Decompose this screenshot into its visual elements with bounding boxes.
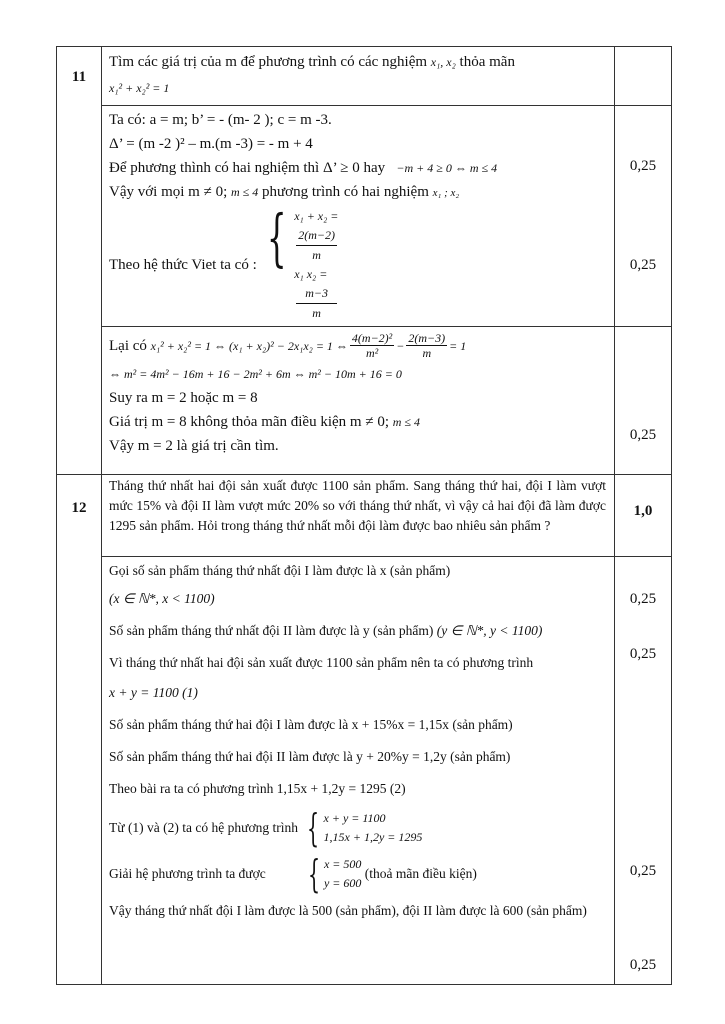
- viet-l2-num: m−3: [296, 284, 337, 304]
- q11-solution-row-2: [57, 327, 672, 475]
- q12-solution-row: [57, 557, 672, 985]
- grading-table: [56, 46, 672, 985]
- q12-equation-system: { x + y = 1100 1,15x + 1,2y = 1295: [307, 806, 423, 850]
- q11-number: 11: [71, 69, 87, 85]
- q12-prompt-row: [57, 475, 672, 557]
- q11-s2-minus: −: [396, 338, 405, 353]
- q11-prompt-eq: x₁² + x₂² = 1: [109, 81, 170, 96]
- q12-l11: Vậy tháng thứ nhất đội I làm được là 500 (sản phẩm), đội II làm được là 600 (sản phẩm): [109, 903, 587, 918]
- viet-l1-den: m: [312, 248, 321, 262]
- q12-prompt: Tháng thứ nhất hai đội sản xuất được 1100 sản phẩm. Sang tháng thứ hai, đội I làm vượt mức 15% và đội II làm vượt mức 20% so với tháng thứ nhất, vì vậy cả hai đội đã làm được 1295 sản phẩm. Hỏi trong tháng thứ nhất mỗi đội làm được bao nhiêu sản phẩm ?: [109, 478, 606, 533]
- q11-score-3: 0,25: [629, 427, 657, 443]
- q11-prompt-a: Tìm các giá trị của m để phương trình có các nghiệm: [109, 54, 428, 70]
- q12-sol-b: y = 600: [323, 876, 362, 890]
- q11-score-1: 0,25: [629, 158, 657, 174]
- q11-score-2: 0,25: [629, 257, 657, 273]
- q12-l2: (x ∈ ℕ*, x < 1100): [109, 591, 215, 606]
- q11-s2-frac2-den: m: [422, 346, 432, 360]
- q11-prompt-row: [57, 47, 672, 106]
- q11-s2-frac1-num: 4(m−2)²: [351, 331, 393, 345]
- q11-s1-l2: Δ’ = (m -2 )² – m.(m -3) = - m + 4: [109, 136, 313, 152]
- q12-main-score-cell: [615, 475, 672, 557]
- q11-s1-l3a: Để phương thình có hai nghiệm thì Δ’ ≥ 0 hay: [109, 160, 386, 176]
- viet-l1-num: 2(m−2): [296, 226, 337, 246]
- q11-s2-l5: Vậy m = 2 là giá trị cần tìm.: [109, 438, 279, 454]
- viet-l2-den: m: [312, 306, 321, 320]
- q11-s1-l4c: phương trình có hai nghiệm: [262, 184, 429, 200]
- q11-score-cell-1: [615, 106, 672, 327]
- q11-score-cell-2: [615, 327, 672, 475]
- q11-s1-l4b: m ≤ 4: [231, 185, 259, 199]
- q11-solution-cell-2: [102, 327, 615, 475]
- viet-system: { x₁ + x₂ = 2(m−2) m x₁ x₂ = m−3 m: [257, 207, 339, 323]
- q11-number-cell: [57, 47, 102, 475]
- q11-prompt-score-cell: [615, 47, 672, 106]
- q11-prompt-cell: [102, 47, 615, 106]
- q11-prompt-vars: x₁, x₂: [430, 55, 456, 69]
- q11-s2-l3: Suy ra m = 2 hoặc m = 8: [109, 390, 258, 406]
- q11-s1-l4d: x₁ ; x₂: [432, 187, 460, 199]
- q12-prompt-cell: [102, 475, 615, 557]
- q11-s2-l1a: Lại có: [109, 337, 147, 354]
- q12-number-cell: [57, 475, 102, 985]
- q11-s2-frac1-den: m²: [365, 346, 379, 360]
- q12-l10a: Giải hệ phương trình ta được: [109, 866, 266, 881]
- q12-score-3: 0,25: [629, 863, 657, 879]
- viet-l1-lhs: x₁ + x₂ =: [294, 209, 339, 223]
- q11-s2-l4b: m ≤ 4: [392, 415, 420, 429]
- q11-s1-l4a: Vậy với mọi m ≠ 0;: [109, 184, 228, 200]
- q11-s2-l1b: x₁² + x₂² = 1 ⇔ (x₁ + x₂)² − 2x₁x₂ = 1 ⇔: [150, 338, 348, 353]
- q12-sys-b: 1,15x + 1,2y = 1295: [323, 830, 423, 844]
- viet-l2-lhs: x₁ x₂ =: [294, 267, 328, 281]
- q12-l7: Số sản phẩm tháng thứ hai đội II làm được là y + 20%y = 1,2y (sản phẩm): [109, 749, 511, 764]
- q11-s2-l2: ⇔ m² = 4m² − 16m + 16 − 2m² + 6m ⇔ m² − 10m + 16 = 0: [109, 367, 402, 381]
- q11-s2-eq1: = 1: [449, 338, 467, 353]
- q12-l10b: (thoả mãn điều kiện): [364, 866, 477, 881]
- q12-sys-a: x + y = 1100: [323, 811, 386, 825]
- q11-prompt-b: thỏa mãn: [459, 54, 515, 70]
- q12-number: 12: [71, 500, 87, 516]
- q11-s2-frac2-num: 2(m−3): [408, 331, 446, 345]
- q11-s1-l1: Ta có: a = m; b’ = - (m- 2 ); c = m -3.: [109, 112, 332, 128]
- q12-l1: Gọi số sản phẩm tháng thứ nhất đội I làm được là x (sản phẩm): [109, 563, 451, 578]
- q12-score-1: 0,25: [629, 591, 657, 607]
- q12-score-cell: [615, 557, 672, 985]
- q12-l5: x + y = 1100 (1): [109, 685, 198, 700]
- q12-sol-a: x = 500: [323, 857, 362, 871]
- q12-l3a: Số sản phẩm tháng thứ nhất đội II làm được là y (sản phẩm): [109, 623, 434, 638]
- q12-l4: Vì tháng thứ nhất hai đội sản xuất được 1100 sản phẩm nên ta có phương trình: [109, 655, 534, 670]
- q12-score-2: 0,25: [629, 646, 657, 662]
- q12-l9a: Từ (1) và (2) ta có hệ phương trình: [109, 820, 298, 835]
- q12-l6: Số sản phẩm tháng thứ hai đội I làm được là x + 15%x = 1,15x (sản phẩm): [109, 717, 513, 732]
- q12-solution-system: { x = 500 y = 600: [307, 852, 362, 896]
- q12-main-score: 1,0: [633, 503, 653, 519]
- q11-s1-l5a: Theo hệ thức Viet ta có :: [109, 257, 257, 273]
- q12-solution-cell: [102, 557, 615, 985]
- q11-s1-l3b: −m + 4 ≥ 0 ⇔ m ≤ 4: [396, 161, 498, 175]
- q11-s2-l4a: Giá trị m = 8 không thỏa mãn điều kiện m ≠ 0;: [109, 414, 389, 430]
- q12-score-4: 0,25: [629, 957, 657, 973]
- q12-l8: Theo bài ra ta có phương trình 1,15x + 1,2y = 1295 (2): [109, 781, 406, 796]
- q11-solution-cell-1: [102, 106, 615, 327]
- q11-solution-row-1: [57, 106, 672, 327]
- q12-l3b: (y ∈ ℕ*, y < 1100): [436, 623, 543, 638]
